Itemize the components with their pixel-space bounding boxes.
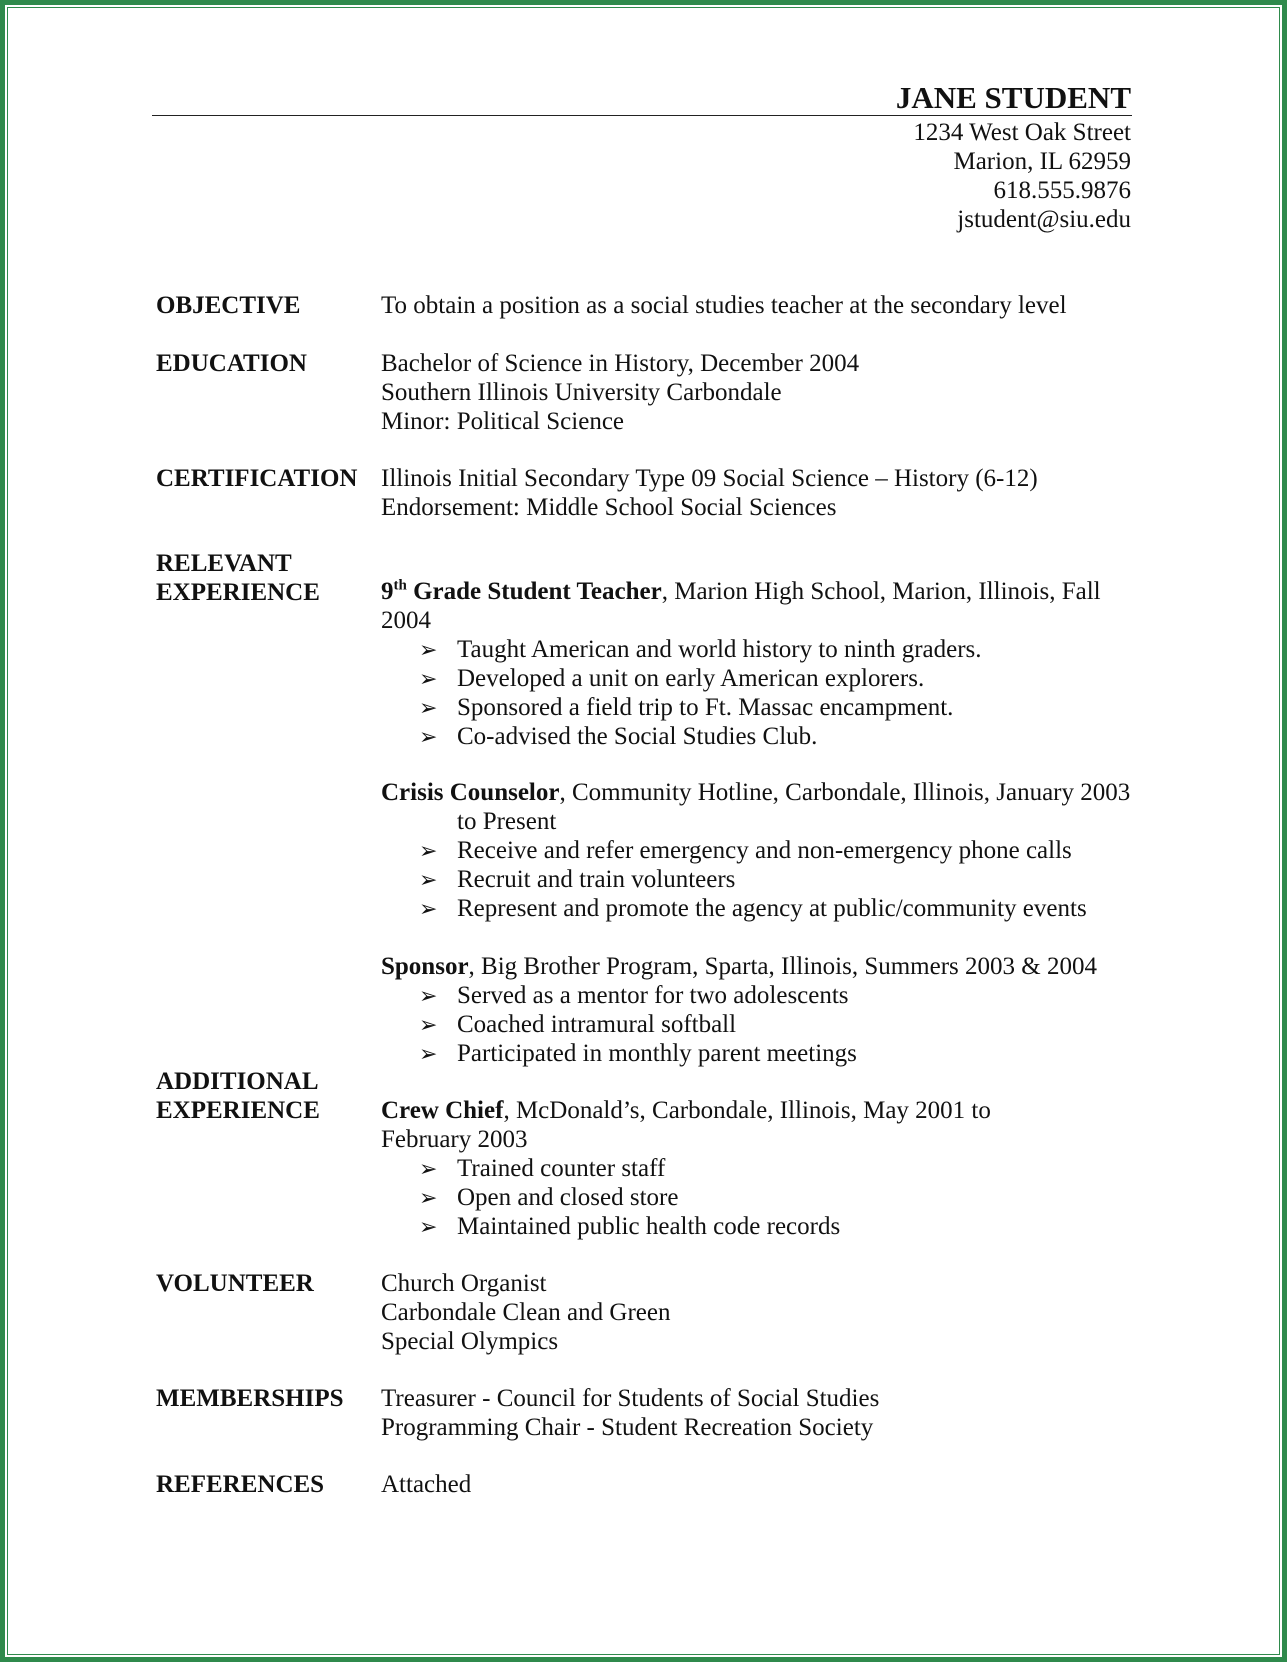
applicant-name: JANE STUDENT [895, 80, 1131, 115]
arrow-bullet-icon: ➢ [419, 695, 438, 720]
membership-line: Treasurer - Council for Students of Social Studies [381, 1385, 880, 1412]
education-block [381, 349, 859, 436]
list-item: ➢ Developed a unit on early American explorers. [419, 665, 925, 692]
volunteer-label: VOLUNTEER [156, 1270, 314, 1297]
job-bullets [381, 635, 1101, 751]
education-line: Minor: Political Science [381, 408, 625, 435]
arrow-bullet-icon: ➢ [419, 724, 438, 749]
job-bullets [381, 981, 1097, 1068]
arrow-bullet-icon: ➢ [419, 983, 438, 1008]
contact-info [913, 118, 1131, 234]
job-details-cont: 2004 [381, 607, 431, 634]
list-item: ➢ Participated in monthly parent meetings [419, 1040, 857, 1067]
job-title: Crew Chief [381, 1097, 504, 1124]
arrow-bullet-icon: ➢ [419, 896, 438, 921]
list-item: ➢ Taught American and world history to ninth graders. [419, 636, 982, 663]
arrow-bullet-icon: ➢ [419, 1156, 438, 1181]
arrow-bullet-icon: ➢ [419, 1214, 438, 1239]
list-item: ➢ Receive and refer emergency and non-emergency phone calls [419, 837, 1072, 864]
list-item: ➢ Sponsored a field trip to Ft. Massac encampment. [419, 694, 954, 721]
objective-text: To obtain a position as a social studies teacher at the secondary level [381, 292, 1067, 319]
list-item: ➢ Open and closed store [419, 1184, 679, 1211]
arrow-bullet-icon: ➢ [419, 1185, 438, 1210]
references-text: Attached [381, 1471, 472, 1498]
job-title: Crisis Counselor [381, 779, 560, 806]
objective-label: OBJECTIVE [156, 292, 301, 319]
arrow-bullet-icon: ➢ [419, 1012, 438, 1037]
volunteer-line: Carbondale Clean and Green [381, 1299, 671, 1326]
education-label: EDUCATION [156, 350, 307, 377]
education-line: Bachelor of Science in History, December 2004 [381, 350, 860, 377]
certification-block [381, 464, 1038, 522]
list-item: ➢ Served as a mentor for two adolescents [419, 982, 849, 1009]
arrow-bullet-icon: ➢ [419, 867, 438, 892]
email-line: jstudent@siu.edu [957, 206, 1131, 233]
references-label: REFERENCES [156, 1471, 325, 1498]
volunteer-block [381, 1269, 670, 1356]
job-heading [381, 577, 1101, 606]
list-item: ➢ Recruit and train volunteers [419, 866, 736, 893]
city-line: Marion, IL 62959 [953, 148, 1131, 175]
relevant-experience-label: RELEVANT EXPERIENCE [156, 550, 320, 606]
job-title: Sponsor [381, 953, 469, 980]
job-details: , Community Hotline, Carbondale, Illinois, January 2003 [559, 779, 1131, 806]
certification-line: Illinois Initial Secondary Type 09 Social Science – History (6-12) [381, 465, 1038, 492]
job-details-cont: to Present [457, 808, 557, 835]
job-bullets [381, 1154, 991, 1241]
volunteer-line: Church Organist [381, 1270, 547, 1297]
job-details: , McDonald’s, Carbondale, Illinois, May 2001 to [503, 1097, 991, 1124]
job-heading [381, 952, 1097, 981]
education-line: Southern Illinois University Carbondale [381, 379, 782, 406]
additional-experience-label: ADDITIONAL EXPERIENCE [156, 1068, 320, 1124]
job-heading [381, 1096, 991, 1125]
arrow-bullet-icon: ➢ [419, 1041, 438, 1066]
certification-label: CERTIFICATION [156, 465, 358, 492]
header-divider [152, 115, 1132, 116]
list-item: ➢ Maintained public health code records [419, 1213, 841, 1240]
memberships-block [381, 1384, 879, 1442]
memberships-label: MEMBERSHIPS [156, 1385, 344, 1412]
job-student-teacher [381, 577, 1101, 751]
list-item: ➢ Represent and promote the agency at public/community events [419, 895, 1087, 922]
job-details: , Big Brother Program, Sparta, Illinois, Summers 2003 & 2004 [468, 953, 1097, 980]
job-bullets [381, 836, 1130, 923]
membership-line: Programming Chair - Student Recreation Society [381, 1414, 874, 1441]
arrow-bullet-icon: ➢ [419, 637, 438, 662]
list-item: ➢ Coached intramural softball [419, 1011, 737, 1038]
job-details: , Marion High School, Marion, Illinois, Fall [661, 578, 1101, 605]
address-line: 1234 West Oak Street [913, 119, 1131, 146]
list-item: ➢ Co-advised the Social Studies Club. [419, 723, 818, 750]
volunteer-line: Special Olympics [381, 1328, 559, 1355]
certification-line: Endorsement: Middle School Social Sciences [381, 494, 837, 521]
job-heading [381, 778, 1130, 807]
job-details-cont: February 2003 [381, 1126, 528, 1153]
arrow-bullet-icon: ➢ [419, 838, 438, 863]
job-crisis-counselor [381, 778, 1130, 923]
arrow-bullet-icon: ➢ [419, 666, 438, 691]
list-item: ➢ Trained counter staff [419, 1155, 666, 1182]
job-crew-chief [381, 1096, 991, 1241]
job-title: 9th Grade Student Teacher [381, 577, 662, 605]
job-sponsor [381, 952, 1097, 1068]
phone-line: 618.555.9876 [993, 177, 1131, 204]
